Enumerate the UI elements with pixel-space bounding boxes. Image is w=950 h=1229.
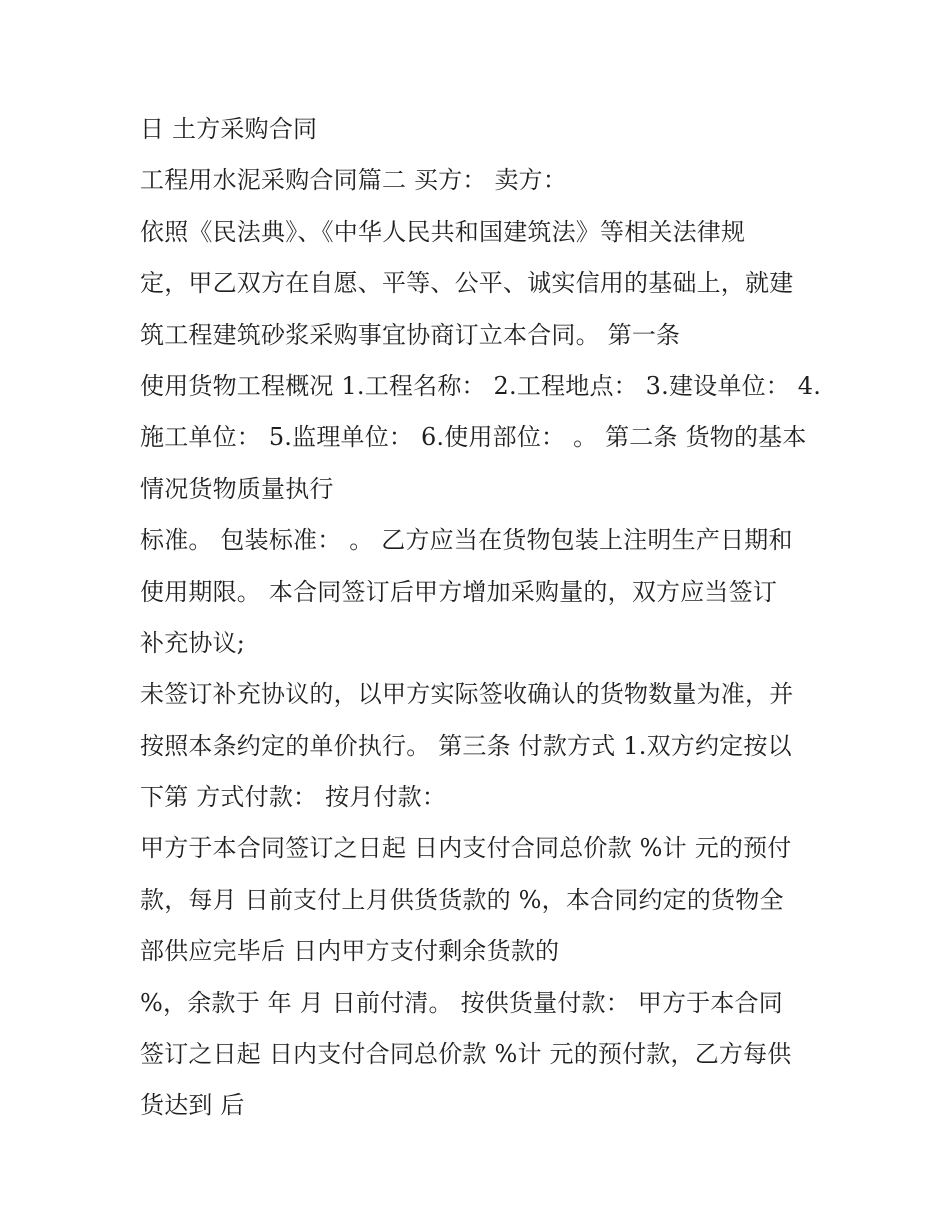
text-line: 补充协议; xyxy=(140,628,246,657)
text-line: 情况货物质量执行 xyxy=(140,474,334,503)
text-line: 部供应完毕后 日内甲方支付剩余货款的 xyxy=(140,937,560,966)
text-line: 甲方于本合同签订之日起 日内支付合同总价款 %计 元的预付 xyxy=(140,834,792,863)
text-line: 未签订补充协议的，以甲方实际签收确认的货物数量为准，并 xyxy=(140,680,794,709)
text-line: 筑工程建筑砂浆采购事宜协商订立本合同。 第一条 xyxy=(140,320,681,349)
text-line: 标准。 包装标准： 。 乙方应当在货物包装上注明生产日期和 xyxy=(140,526,793,555)
text-line: 施工单位： 5.监理单位： 6.使用部位： 。 第二条 货物的基本 xyxy=(140,423,807,452)
text-line: 签订之日起 日内支付合同总价款 %计 元的预付款，乙方每供 xyxy=(140,1040,792,1069)
text-line: 货达到 后 xyxy=(140,1091,245,1120)
text-line: 下第 方式付款： 按月付款： xyxy=(140,783,447,812)
text-line-heading: 工程用水泥采购合同篇二 买方： 卖方： xyxy=(140,166,568,195)
text-line-title: 日 土方采购合同 xyxy=(140,115,318,143)
text-line: 定，甲乙双方在自愿、平等、公平、诚实信用的基础上，就建 xyxy=(140,269,794,298)
text-line: 款，每月 日前支付上月供货货款的 %，本合同约定的货物全 xyxy=(140,885,784,914)
text-line: 按照本条约定的单价执行。 第三条 付款方式 1.双方约定按以 xyxy=(140,731,792,760)
text-line: %，余款于 年 月 日前付清。 按供货量付款： 甲方于本合同 xyxy=(140,988,783,1017)
text-line: 依照《民法典》、《中华人民共和国建筑法》等相关法律规 xyxy=(140,217,746,246)
text-line: 使用期限。 本合同签订后甲方增加采购量的，双方应当签订 xyxy=(140,577,778,606)
text-line: 使用货物工程概况 1.工程名称： 2.工程地点： 3.建设单位： 4. xyxy=(140,371,822,400)
document-body xyxy=(140,104,820,1132)
